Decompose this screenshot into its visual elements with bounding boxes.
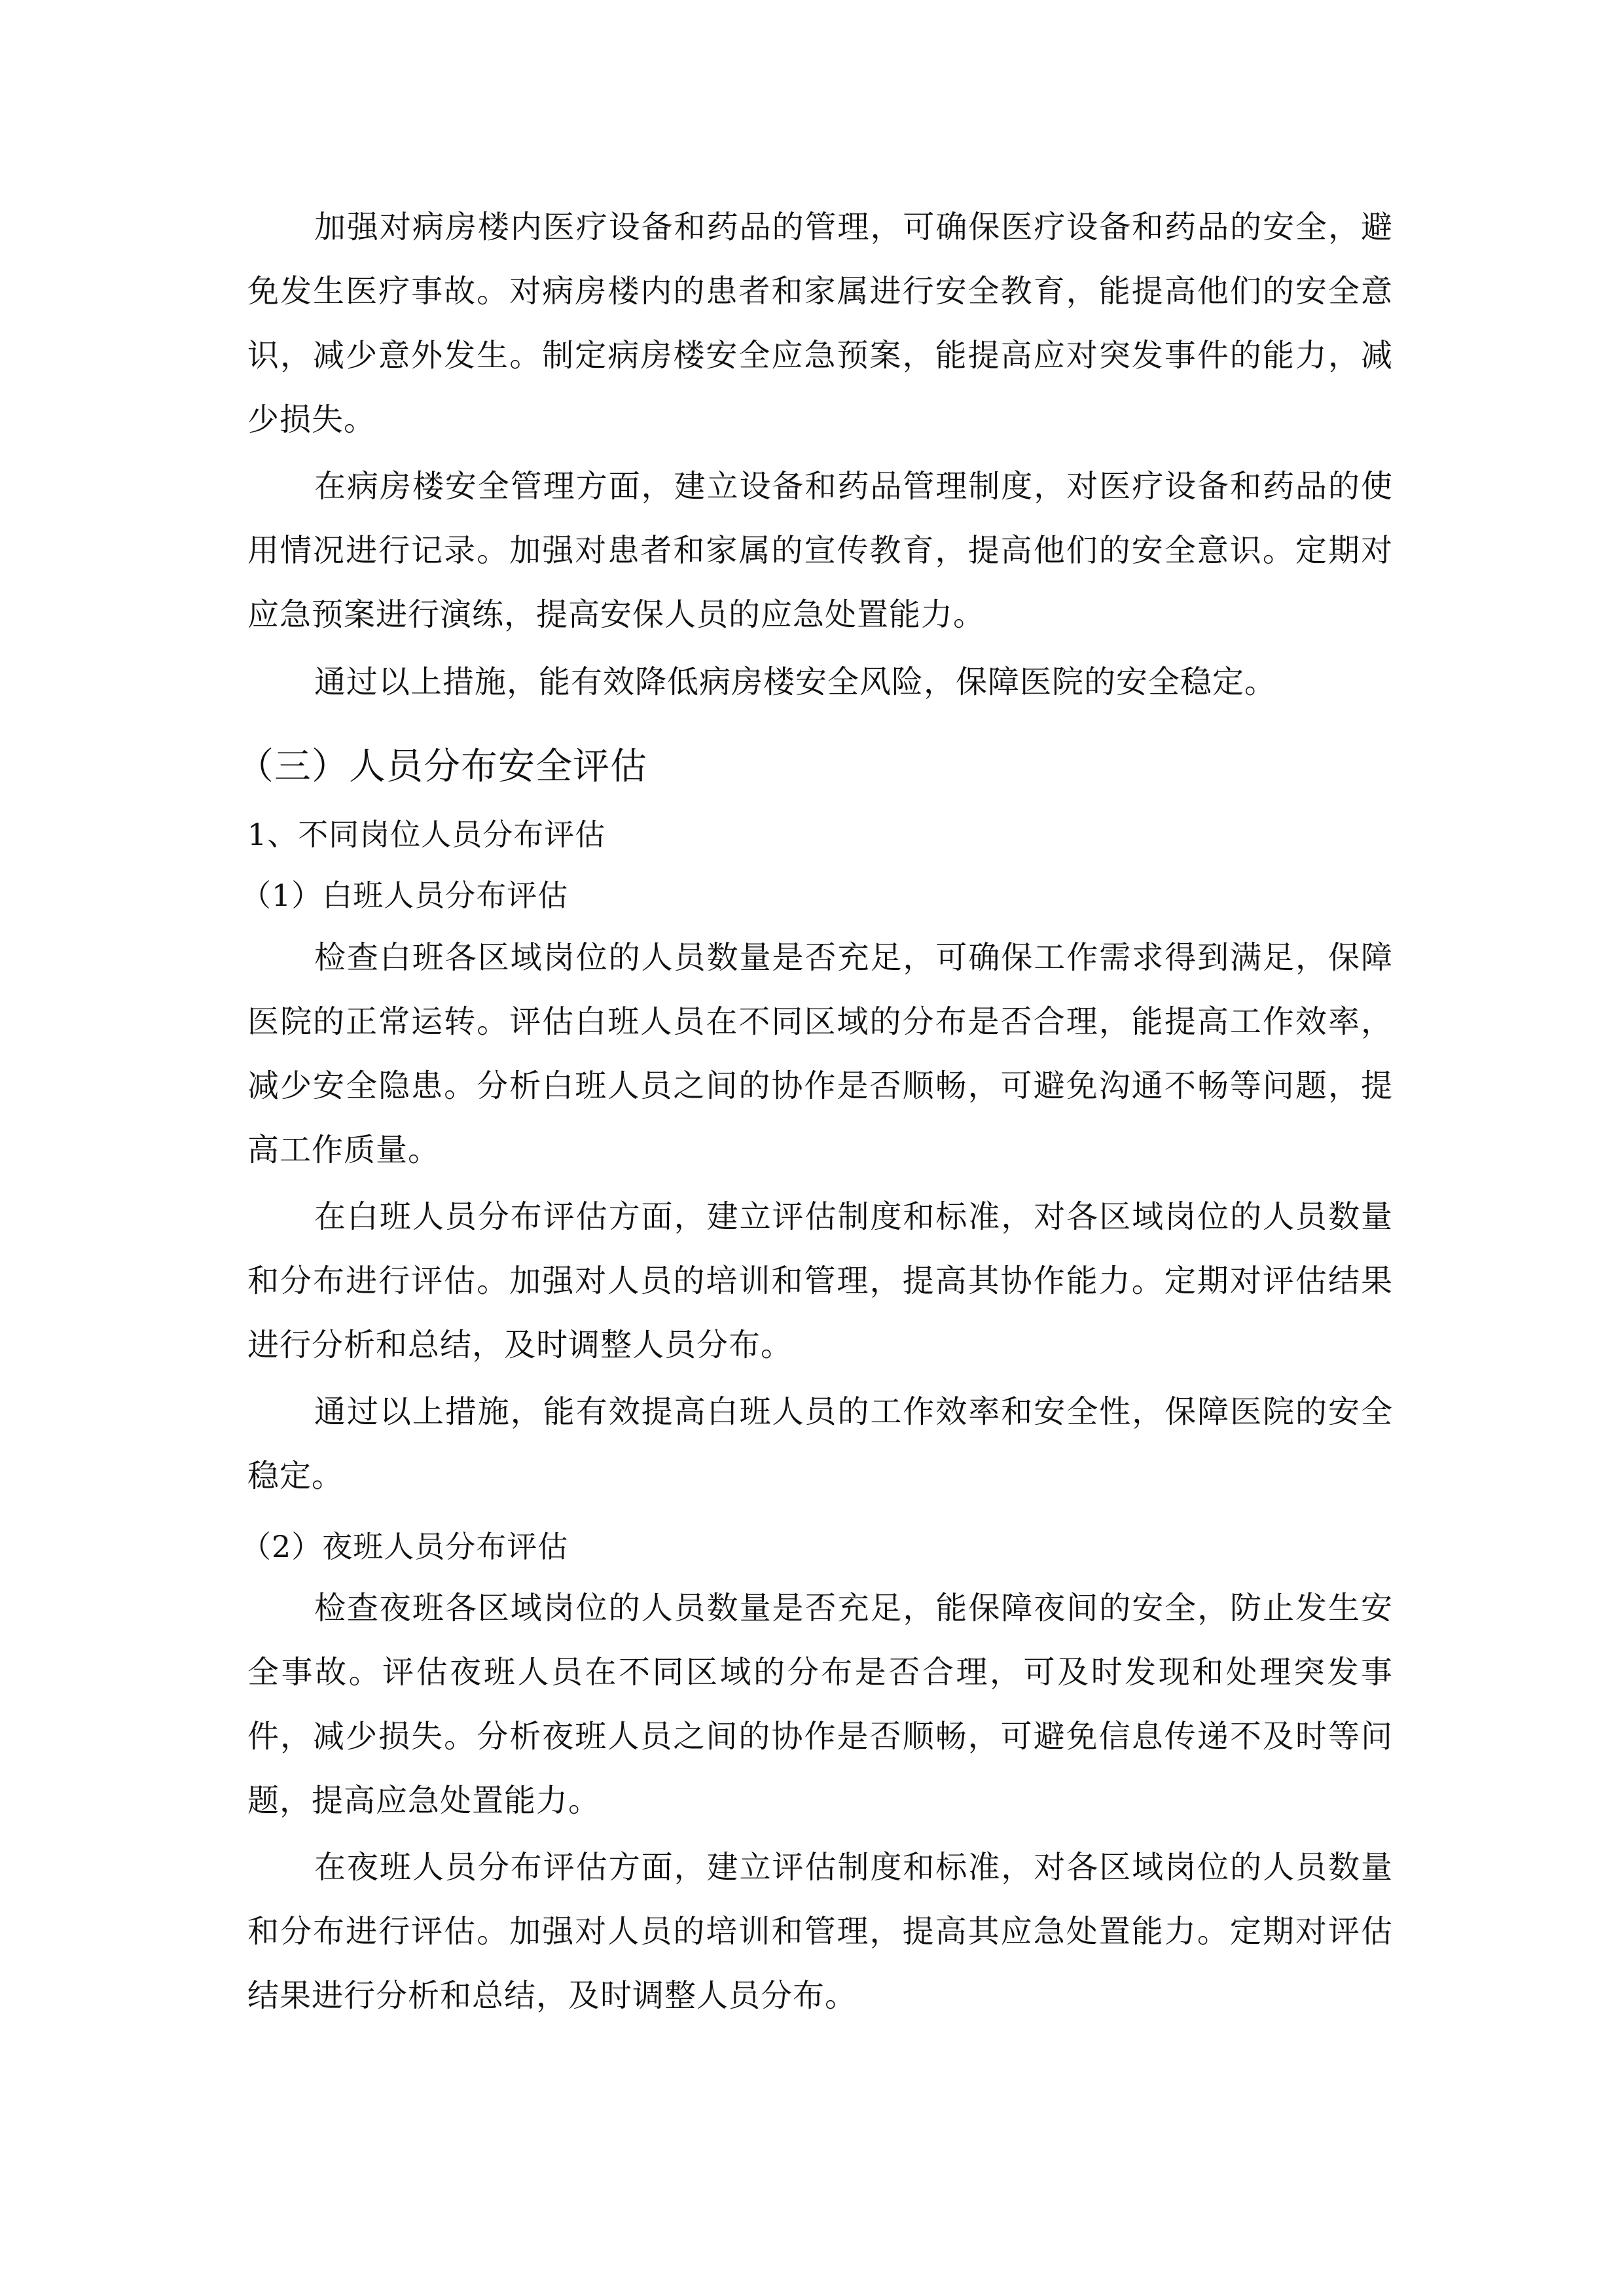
section-heading-personnel-distribution: （三）人员分布安全评估 [237, 745, 647, 788]
paragraph-night-shift-measures: 在夜班人员分布评估方面，建立评估制度和标准，对各区域岗位的人员数量和分布进行评估。加强对人员的培训和管理，提高其应急处置能力。定期对评估结果进行分析和总结，及时调整人员分布。 [247, 1849, 1393, 2014]
paragraph-day-shift-check: 检查白班各区域岗位的人员数量是否充足，可确保工作需求得到满足，保障医院的正常运转。评估白班人员在不同区域的分布是否合理，能提高工作效率，减少安全隐患。分析白班人员之间的协作是否顺畅，可避免沟通不畅等问题，提高工作质量。 [247, 939, 1393, 1168]
paragraph-ward-conclusion: 通过以上措施，能有效降低病房楼安全风险，保障医院的安全稳定。 [314, 664, 1277, 700]
paragraph-day-shift-conclusion: 通过以上措施，能有效提高白班人员的工作效率和安全性，保障医院的安全稳定。 [247, 1393, 1393, 1494]
item-heading-post-distribution: 1、不同岗位人员分布评估 [247, 817, 606, 852]
paragraph-ward-safety-measures: 在病房楼安全管理方面，建立设备和药品管理制度，对医疗设备和药品的使用情况进行记录。加强对患者和家属的宣传教育，提高他们的安全意识。定期对应急预案进行演练，提高安保人员的应急处置能力。 [247, 468, 1393, 633]
paragraph-day-shift-measures: 在白班人员分布评估方面，建立评估制度和标准，对各区域岗位的人员数量和分布进行评估。加强对人员的培训和管理，提高其协作能力。定期对评估结果进行分析和总结，及时调整人员分布。 [247, 1198, 1393, 1363]
subheading-day-shift: （1）白班人员分布评估 [241, 878, 569, 913]
paragraph-equipment-drug-management: 加强对病房楼内医疗设备和药品的管理，可确保医疗设备和药品的安全，避免发生医疗事故。对病房楼内的患者和家属进行安全教育，能提高他们的安全意识，减少意外发生。制定病房楼安全应急预案，能提高应对突发事件的能力，减少损失。 [247, 209, 1393, 438]
subheading-night-shift: （2）夜班人员分布评估 [241, 1529, 569, 1564]
paragraph-night-shift-check: 检查夜班各区域岗位的人员数量是否充足，能保障夜间的安全，防止发生安全事故。评估夜班人员在不同区域的分布是否合理，可及时发现和处理突发事件，减少损失。分析夜班人员之间的协作是否顺畅，可避免信息传递不及时等问题，提高应急处置能力。 [247, 1590, 1393, 1819]
